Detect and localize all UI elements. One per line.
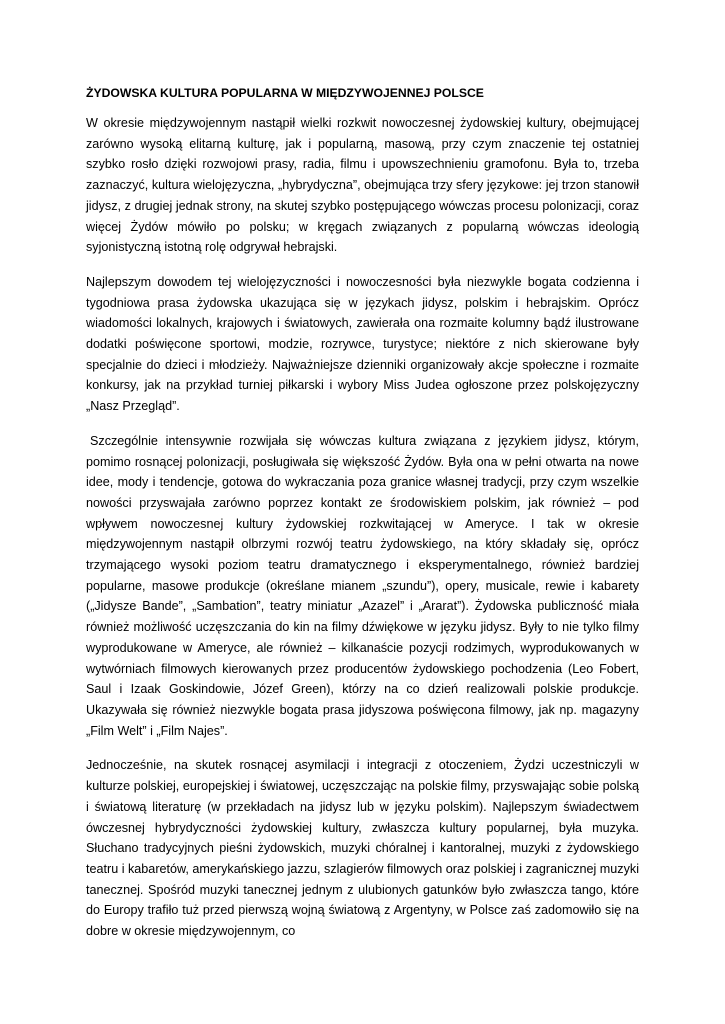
paragraph-3: Szczególnie intensywnie rozwijała się wówczas kultura związana z językiem jidysz, którym, pomimo rosnącej polonizacji, posługiwała się większość Żydów. Była ona w pełni otwarta na nowe idee, mody i tendencje, gotowa do wykraczania poza granice własnej tradycji, przy czym wszelkie nowości przyswajała zarówno poprzez kontakt ze środowiskiem polskim, jak również – pod wpływem nowoczesnej kultury żydowskiej rozkwitającej w Ameryce. I tak w okresie międzywojennym nastąpił olbrzymi rozwój teatru żydowskiego, na który składały się, oprócz trzymającego wysoki poziom teatru dramatycznego i eksperymentalnego, również bardziej popularne, masowe produkcje (określane mianem „szundu”), opery, musicale, rewie i kabarety („Jidysze Bande”, „Sambation”, teatry miniatur „Azazel” i „Ararat”). Żydowska publiczność miała również możliwość uczęszczania do kin na filmy dźwiękowe w języku jidysz. Były to nie tylko filmy wyprodukowane w Ameryce, ale również – kilkanaście pozycji rodzimych, wyprodukowanych w wytwórniach filmowych kierowanych przez producentów żydowskiego pochodzenia (Leo Fobert, Saul i Izaak Goskindowie, Józef Green), którzy na co dzień realizowali polskie produkcje. Ukazywała się również niezwykle bogata prasa jidyszowa poświęcona filmowy, jak np. magazyny „Film Welt” i „Film Najes”. bbox=[86, 433, 639, 738]
document-page bbox=[86, 84, 639, 956]
document-title: ŻYDOWSKA KULTURA POPULARNA W MIĘDZYWOJENNEJ POLSCE bbox=[86, 86, 484, 100]
paragraph-2: Najlepszym dowodem tej wielojęzyczności i nowoczesności była niezwykle bogata codzienna i tygodniowa prasa żydowska ukazująca się w językach jidysz, polskim i hebrajskim. Oprócz wiadomości lokalnych, krajowych i światowych, zawierała ona rozmaite kolumny bądź ilustrowane dodatki poświęcone sportowi, modzie, rozrywce, turystyce; niektóre z nich skierowane były specjalnie do dzieci i młodzieży. Najważniejsze dzienniki organizowały akcje społeczne i rozmaite konkursy, jak na przykład turniej piłkarski i wybory Miss Judea ogłoszone przez polskojęzyczny „Nasz Przegląd”. bbox=[86, 274, 639, 414]
paragraph-4: Jednocześnie, na skutek rosnącej asymilacji i integracji z otoczeniem, Żydzi uczestniczyli w kulturze polskiej, europejskiej i światowej, uczęszczając na polskie filmy, przyswajając sobie polską i światową literaturę (w przekładach na jidysz lub w języku polskim). Najlepszym świadectwem ówczesnej hybrydyczności żydowskiej kultury, zwłaszcza kultury popularnej, była muzyka. Słuchano tradycyjnych pieśni żydowskich, muzyki chóralnej i kantoralnej, muzyki z żydowskiego teatru i kabaretów, amerykańskiego jazzu, szlagierów filmowych oraz polskiej i zagranicznej muzyki tanecznej. Spośród muzyki tanecznej jednym z ulubionych gatunków było zwłaszcza tango, które do Europy trafiło tuż przed pierwszą wojną światową z Argentyny, w Polsce zaś zadomowiło się na dobre w okresie międzywojennym, co bbox=[86, 758, 639, 939]
paragraph-1: W okresie międzywojennym nastąpił wielki rozkwit nowoczesnej żydowskiej kultury, obejmującej zarówno wysoką elitarną kulturę, jak i popularną, masową, przy czym znaczenie tej ostatniej szybko rosło dzięki rozwojowi prasy, radia, filmu i upowszechnieniu gramofonu. Była to, trzeba zaznaczyć, kultura wielojęzyczna, „hybrydyczna”, obejmująca trzy sfery językowe: jej trzon stanowił jidysz, z drugiej jednak strony, na skutej szybko postępującego wówczas procesu polonizacji, coraz więcej Żydów mówiło po polsku; w kręgach związanych z popularną wówczas ideologią syjonistyczną istotną rolę odgrywał hebrajski. bbox=[86, 116, 639, 255]
